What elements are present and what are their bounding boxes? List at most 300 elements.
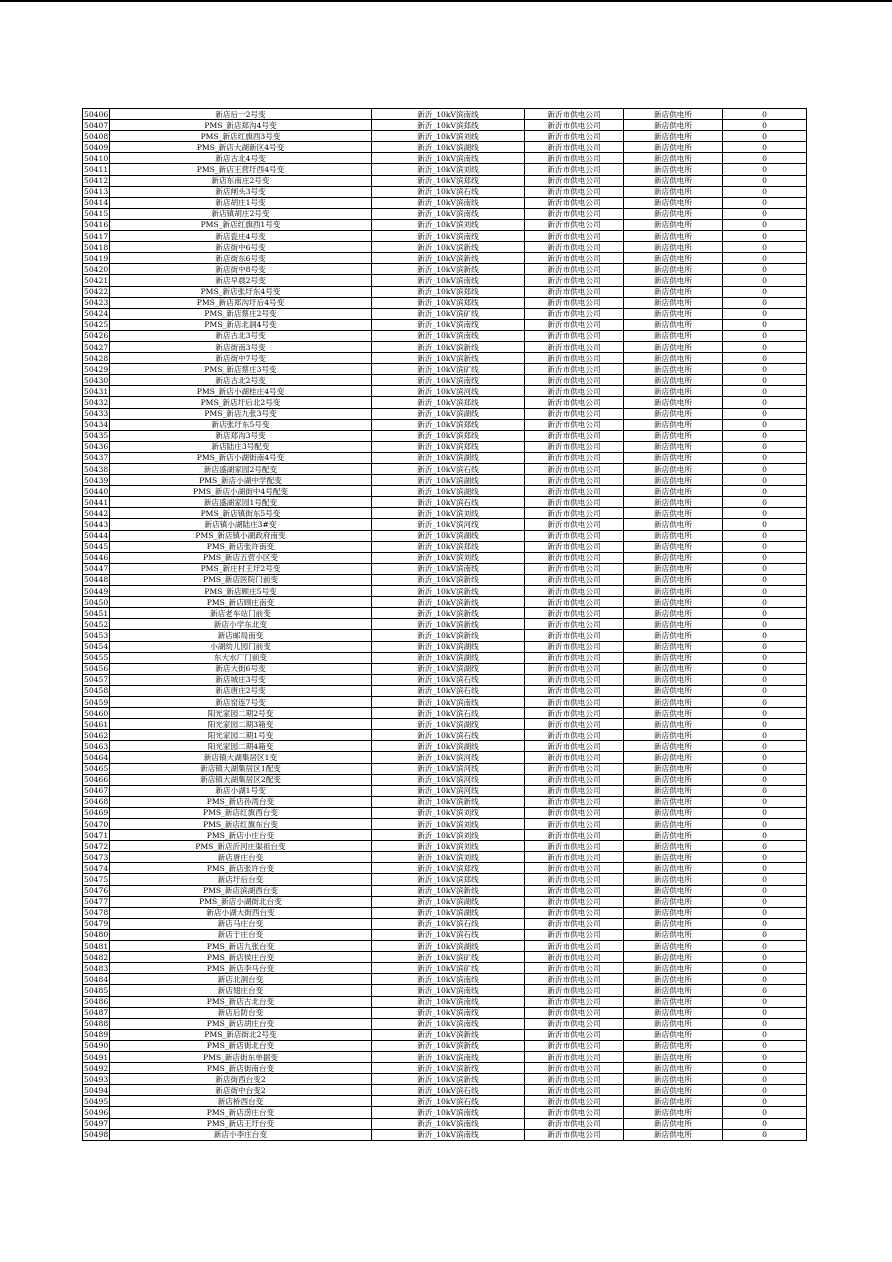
feeder-line-cell: 新沂_10kV滨矿线 — [372, 963, 525, 974]
feeder-line-cell: 新沂_10kV滨河线 — [372, 519, 525, 530]
value-cell: 0 — [723, 1118, 807, 1129]
row-id-cell: 50454 — [84, 642, 109, 652]
transformer-name-cell: 新店翅庄台变 — [110, 985, 372, 996]
transformer-name-cell: PMS_新店张许南变 — [110, 541, 372, 552]
station-cell: 新店供电所 — [624, 541, 723, 552]
station-cell: 新店供电所 — [624, 1040, 723, 1051]
company-cell: 新沂市供电公司 — [525, 541, 624, 552]
row-id-cell: 50407 — [84, 120, 109, 130]
value-cell: 0 — [723, 319, 807, 330]
row-id-cell: 50410 — [84, 153, 109, 163]
row-id-cell: 50411 — [84, 165, 109, 175]
transformer-name-cell: 新店邮局南变 — [110, 630, 372, 641]
company-cell: 新沂市供电公司 — [525, 1085, 624, 1096]
station-cell: 新店供电所 — [624, 663, 723, 674]
value-cell: 0 — [723, 452, 807, 463]
feeder-line-cell: 新沂_10kV滨河线 — [372, 386, 525, 397]
feeder-line-cell: 新沂_10kV滨河线 — [372, 752, 525, 763]
row-id-cell: 50468 — [84, 797, 109, 807]
company-cell: 新沂市供电公司 — [525, 996, 624, 1007]
station-cell: 新店供电所 — [624, 641, 723, 652]
transformer-name-cell: PMS_新店侯庄台变 — [110, 952, 372, 963]
station-cell: 新店供电所 — [624, 231, 723, 242]
table-row — [83, 541, 807, 552]
table-row — [83, 1029, 807, 1040]
transformer-name-cell: PMS_新店街南台变 — [110, 1063, 372, 1074]
transformer-name-cell: PMS_新店红旗西台变 — [110, 807, 372, 818]
transformer-name-cell: 新店窑连7号变 — [110, 696, 372, 707]
row-id-cell: 50432 — [84, 397, 109, 407]
value-cell: 0 — [723, 796, 807, 807]
transformer-name-cell: 新店张圩东5号变 — [110, 419, 372, 430]
value-cell: 0 — [723, 1051, 807, 1062]
table-row — [83, 1074, 807, 1085]
station-cell: 新店供电所 — [624, 741, 723, 752]
table-row — [83, 974, 807, 985]
feeder-line-cell: 新沂_10kV滨新线 — [372, 885, 525, 896]
transformer-name-cell: PMS_新店北洞4号变 — [110, 319, 372, 330]
transformer-name-cell: PMS_新店镇街东5号变 — [110, 508, 372, 519]
table-row — [83, 319, 807, 330]
company-cell: 新沂市供电公司 — [525, 219, 624, 230]
company-cell: 新沂市供电公司 — [525, 497, 624, 508]
company-cell: 新沂市供电公司 — [525, 175, 624, 186]
table-row — [83, 286, 807, 297]
transformer-name-cell: PMS_新店小湖街南4号变 — [110, 452, 372, 463]
feeder-line-cell: 新沂_10kV滨湖线 — [372, 641, 525, 652]
value-cell: 0 — [723, 586, 807, 597]
company-cell: 新沂市供电公司 — [525, 253, 624, 264]
transformer-name-cell: 新店后一2号变 — [110, 109, 372, 120]
company-cell: 新沂市供电公司 — [525, 796, 624, 807]
company-cell: 新沂市供电公司 — [525, 685, 624, 696]
row-id-cell: 50443 — [84, 520, 109, 530]
value-cell: 0 — [723, 608, 807, 619]
station-cell: 新店供电所 — [624, 996, 723, 1007]
station-cell: 新店供电所 — [624, 552, 723, 563]
row-id-cell: 50453 — [84, 630, 109, 640]
feeder-line-cell: 新沂_10kV滨南线 — [372, 1051, 525, 1062]
transformer-name-cell: 新店郑沟3号变 — [110, 430, 372, 441]
feeder-line-cell: 新沂_10kV滨郑线 — [372, 175, 525, 186]
station-cell: 新店供电所 — [624, 952, 723, 963]
company-cell: 新沂市供电公司 — [525, 1096, 624, 1107]
feeder-line-cell: 新沂_10kV滨刘线 — [372, 819, 525, 830]
feeder-line-cell: 新沂_10kV滨郑线 — [372, 286, 525, 297]
table-row — [83, 508, 807, 519]
transformer-name-cell: 新店镇小湖陆庄3#变 — [110, 519, 372, 530]
row-id-cell: 50423 — [84, 298, 109, 308]
station-cell: 新店供电所 — [624, 896, 723, 907]
table-row — [83, 497, 807, 508]
feeder-line-cell: 新沂_10kV滨石线 — [372, 674, 525, 685]
table-row — [83, 1096, 807, 1107]
company-cell: 新沂市供电公司 — [525, 641, 624, 652]
company-cell: 新沂市供电公司 — [525, 807, 624, 818]
table-row — [83, 397, 807, 408]
company-cell: 新沂市供电公司 — [525, 430, 624, 441]
station-cell: 新店供电所 — [624, 685, 723, 696]
station-cell: 新店供电所 — [624, 763, 723, 774]
value-cell: 0 — [723, 208, 807, 219]
feeder-line-cell: 新沂_10kV滨新线 — [372, 353, 525, 364]
page-top-rule — [0, 0, 892, 2]
station-cell: 新店供电所 — [624, 1129, 723, 1140]
station-cell: 新店供电所 — [624, 275, 723, 286]
row-id-cell: 50424 — [84, 309, 109, 319]
table-row — [83, 1007, 807, 1018]
value-cell: 0 — [723, 1074, 807, 1085]
value-cell: 0 — [723, 475, 807, 486]
transformer-name-cell: 阳光家园二期3箱变 — [110, 719, 372, 730]
value-cell: 0 — [723, 985, 807, 996]
company-cell: 新沂市供电公司 — [525, 819, 624, 830]
table-row — [83, 186, 807, 197]
row-id-cell: 50413 — [84, 187, 109, 197]
row-id-cell: 50408 — [84, 131, 109, 141]
company-cell: 新沂市供电公司 — [525, 952, 624, 963]
company-cell: 新沂市供电公司 — [525, 574, 624, 585]
value-cell: 0 — [723, 131, 807, 142]
feeder-line-cell: 新沂_10kV滨河线 — [372, 774, 525, 785]
table-row — [83, 475, 807, 486]
station-cell: 新店供电所 — [624, 1096, 723, 1107]
company-cell: 新沂市供电公司 — [525, 508, 624, 519]
feeder-line-cell: 新沂_10kV滨石线 — [372, 186, 525, 197]
table-row — [83, 120, 807, 131]
station-cell: 新店供电所 — [624, 852, 723, 863]
table-row — [83, 796, 807, 807]
value-cell: 0 — [723, 175, 807, 186]
transformer-name-cell: PMS_新店街东单据变 — [110, 1051, 372, 1062]
data-table — [82, 108, 807, 1141]
company-cell: 新沂市供电公司 — [525, 375, 624, 386]
transformer-name-cell: 新店古北2号变 — [110, 375, 372, 386]
company-cell: 新沂市供电公司 — [525, 319, 624, 330]
station-cell: 新店供电所 — [624, 730, 723, 741]
station-cell: 新店供电所 — [624, 696, 723, 707]
value-cell: 0 — [723, 1129, 807, 1140]
company-cell: 新沂市供电公司 — [525, 985, 624, 996]
station-cell: 新店供电所 — [624, 219, 723, 230]
value-cell: 0 — [723, 330, 807, 341]
station-cell: 新店供电所 — [624, 164, 723, 175]
company-cell: 新沂市供电公司 — [525, 863, 624, 874]
table-row — [83, 441, 807, 452]
table-row — [83, 929, 807, 940]
station-cell: 新店供电所 — [624, 341, 723, 352]
table-row — [83, 819, 807, 830]
station-cell: 新店供电所 — [624, 1063, 723, 1074]
transformer-name-cell: PMS_新店镇小湖政府南变 — [110, 530, 372, 541]
company-cell: 新沂市供电公司 — [525, 208, 624, 219]
station-cell: 新店供电所 — [624, 807, 723, 818]
row-id-cell: 50457 — [84, 675, 109, 685]
station-cell: 新店供电所 — [624, 253, 723, 264]
value-cell: 0 — [723, 441, 807, 452]
table-row — [83, 486, 807, 497]
transformer-name-cell: PMS_新店街北台变 — [110, 1040, 372, 1051]
row-id-cell: 50422 — [84, 287, 109, 297]
row-id-cell: 50430 — [84, 375, 109, 385]
station-cell: 新店供电所 — [624, 153, 723, 164]
transformer-name-cell: PMS_新店郑沟圩后4号变 — [110, 297, 372, 308]
transformer-name-cell: 新店大街6号变 — [110, 663, 372, 674]
table-row — [83, 109, 807, 120]
row-id-cell: 50428 — [84, 353, 109, 363]
value-cell: 0 — [723, 907, 807, 918]
row-id-cell: 50429 — [84, 364, 109, 374]
row-id-cell: 50433 — [84, 409, 109, 419]
station-cell: 新店供电所 — [624, 375, 723, 386]
table-row — [83, 231, 807, 242]
value-cell: 0 — [723, 841, 807, 852]
transformer-name-cell: 新店唐庄2号变 — [110, 685, 372, 696]
value-cell: 0 — [723, 652, 807, 663]
value-cell: 0 — [723, 142, 807, 153]
company-cell: 新沂市供电公司 — [525, 1029, 624, 1040]
company-cell: 新沂市供电公司 — [525, 1063, 624, 1074]
station-cell: 新店供电所 — [624, 796, 723, 807]
row-id-cell: 50436 — [84, 442, 109, 452]
transformer-name-cell: PMS_新店九张台变 — [110, 941, 372, 952]
value-cell: 0 — [723, 408, 807, 419]
station-cell: 新店供电所 — [624, 264, 723, 275]
row-id-cell: 50480 — [84, 930, 109, 940]
transformer-name-cell: PMS_新店古北台变 — [110, 996, 372, 1007]
table-row — [83, 963, 807, 974]
row-id-cell: 50446 — [84, 553, 109, 563]
company-cell: 新沂市供电公司 — [525, 752, 624, 763]
table-row — [83, 219, 807, 230]
station-cell: 新店供电所 — [624, 197, 723, 208]
company-cell: 新沂市供电公司 — [525, 597, 624, 608]
company-cell: 新沂市供电公司 — [525, 519, 624, 530]
value-cell: 0 — [723, 109, 807, 120]
station-cell: 新店供电所 — [624, 885, 723, 896]
table-row — [83, 708, 807, 719]
row-id-cell: 50466 — [84, 775, 109, 785]
company-cell: 新沂市供电公司 — [525, 674, 624, 685]
value-cell: 0 — [723, 1040, 807, 1051]
feeder-line-cell: 新沂_10kV滨河线 — [372, 763, 525, 774]
company-cell: 新沂市供电公司 — [525, 408, 624, 419]
table-row — [83, 763, 807, 774]
station-cell: 新店供电所 — [624, 630, 723, 641]
row-id-cell: 50476 — [84, 886, 109, 896]
transformer-name-cell: 新店北洞台变 — [110, 974, 372, 985]
company-cell: 新沂市供电公司 — [525, 1018, 624, 1029]
table-row — [83, 153, 807, 164]
company-cell: 新沂市供电公司 — [525, 730, 624, 741]
feeder-line-cell: 新沂_10kV滨湖线 — [372, 475, 525, 486]
row-id-cell: 50475 — [84, 875, 109, 885]
row-id-cell: 50463 — [84, 741, 109, 751]
row-id-cell: 50481 — [84, 941, 109, 951]
feeder-line-cell: 新沂_10kV滨刘线 — [372, 807, 525, 818]
station-cell: 新店供电所 — [624, 774, 723, 785]
station-cell: 新店供电所 — [624, 708, 723, 719]
company-cell: 新沂市供电公司 — [525, 941, 624, 952]
value-cell: 0 — [723, 774, 807, 785]
table-row — [83, 641, 807, 652]
company-cell: 新沂市供电公司 — [525, 741, 624, 752]
feeder-line-cell: 新沂_10kV滨新线 — [372, 608, 525, 619]
value-cell: 0 — [723, 552, 807, 563]
table-row — [83, 419, 807, 430]
feeder-line-cell: 新沂_10kV滨刘线 — [372, 219, 525, 230]
company-cell: 新沂市供电公司 — [525, 397, 624, 408]
table-row — [83, 563, 807, 574]
table-row — [83, 353, 807, 364]
company-cell: 新沂市供电公司 — [525, 963, 624, 974]
table-row — [83, 696, 807, 707]
table-row — [83, 841, 807, 852]
station-cell: 新店供电所 — [624, 830, 723, 841]
company-cell: 新沂市供电公司 — [525, 1118, 624, 1129]
table-row — [83, 1085, 807, 1096]
station-cell: 新店供电所 — [624, 1118, 723, 1129]
transformer-name-cell: PMS_新店医院门前变 — [110, 574, 372, 585]
table-row — [83, 464, 807, 475]
row-id-cell: 50473 — [84, 852, 109, 862]
station-cell: 新店供电所 — [624, 242, 723, 253]
station-cell: 新店供电所 — [624, 452, 723, 463]
company-cell: 新沂市供电公司 — [525, 563, 624, 574]
feeder-line-cell: 新沂_10kV滨矿线 — [372, 308, 525, 319]
transformer-name-cell: 新店城庄3号变 — [110, 674, 372, 685]
row-id-cell: 50458 — [84, 686, 109, 696]
company-cell: 新沂市供电公司 — [525, 1107, 624, 1118]
row-id-cell: 50467 — [84, 786, 109, 796]
feeder-line-cell: 新沂_10kV滨石线 — [372, 929, 525, 940]
row-id-cell: 50414 — [84, 198, 109, 208]
row-id-cell: 50471 — [84, 830, 109, 840]
feeder-line-cell: 新沂_10kV滨石线 — [372, 708, 525, 719]
row-id-cell: 50459 — [84, 697, 109, 707]
feeder-line-cell: 新沂_10kV滨南线 — [372, 1118, 525, 1129]
company-cell: 新沂市供电公司 — [525, 197, 624, 208]
value-cell: 0 — [723, 253, 807, 264]
company-cell: 新沂市供电公司 — [525, 763, 624, 774]
value-cell: 0 — [723, 874, 807, 885]
value-cell: 0 — [723, 785, 807, 796]
transformer-name-cell: 新店小湖大街西台变 — [110, 907, 372, 918]
transformer-name-cell: 新店圩后台变 — [110, 874, 372, 885]
feeder-line-cell: 新沂_10kV滨石线 — [372, 1096, 525, 1107]
row-id-cell: 50437 — [84, 453, 109, 463]
table-row — [83, 918, 807, 929]
station-cell: 新店供电所 — [624, 974, 723, 985]
value-cell: 0 — [723, 741, 807, 752]
transformer-name-cell: 新店马庄台变 — [110, 918, 372, 929]
value-cell: 0 — [723, 952, 807, 963]
transformer-name-cell: PMS_新店九张3号变 — [110, 408, 372, 419]
feeder-line-cell: 新沂_10kV滨刘线 — [372, 830, 525, 841]
company-cell: 新沂市供电公司 — [525, 630, 624, 641]
feeder-line-cell: 新沂_10kV滨新线 — [372, 630, 525, 641]
feeder-line-cell: 新沂_10kV滨南线 — [372, 231, 525, 242]
table-row — [83, 619, 807, 630]
row-id-cell: 50474 — [84, 863, 109, 873]
station-cell: 新店供电所 — [624, 752, 723, 763]
feeder-line-cell: 新沂_10kV滨南线 — [372, 319, 525, 330]
company-cell: 新沂市供电公司 — [525, 364, 624, 375]
row-id-cell: 50487 — [84, 1008, 109, 1018]
transformer-name-cell: 新店唐庄台变 — [110, 852, 372, 863]
company-cell: 新沂市供电公司 — [525, 109, 624, 120]
value-cell: 0 — [723, 1018, 807, 1029]
row-id-cell: 50491 — [84, 1052, 109, 1062]
table-row — [83, 597, 807, 608]
row-id-cell: 50490 — [84, 1041, 109, 1051]
feeder-line-cell: 新沂_10kV滨郑线 — [372, 863, 525, 874]
row-id-cell: 50421 — [84, 275, 109, 285]
company-cell: 新沂市供电公司 — [525, 830, 624, 841]
feeder-line-cell: 新沂_10kV滨新线 — [372, 341, 525, 352]
row-id-cell: 50486 — [84, 997, 109, 1007]
company-cell: 新沂市供电公司 — [525, 386, 624, 397]
row-id-cell: 50479 — [84, 919, 109, 929]
feeder-line-cell: 新沂_10kV滨南线 — [372, 375, 525, 386]
table-row — [83, 719, 807, 730]
row-id-cell: 50426 — [84, 331, 109, 341]
company-cell: 新沂市供电公司 — [525, 885, 624, 896]
value-cell: 0 — [723, 918, 807, 929]
value-cell: 0 — [723, 341, 807, 352]
value-cell: 0 — [723, 885, 807, 896]
company-cell: 新沂市供电公司 — [525, 1007, 624, 1018]
value-cell: 0 — [723, 364, 807, 375]
table-row — [83, 985, 807, 996]
transformer-name-cell: 东大水厂门前变 — [110, 652, 372, 663]
table-row — [83, 208, 807, 219]
value-cell: 0 — [723, 1085, 807, 1096]
row-id-cell: 50462 — [84, 730, 109, 740]
table-row — [83, 852, 807, 863]
station-cell: 新店供电所 — [624, 907, 723, 918]
transformer-name-cell: PMS_新店郑沟4号变 — [110, 120, 372, 131]
company-cell: 新沂市供电公司 — [525, 896, 624, 907]
table-row — [83, 430, 807, 441]
company-cell: 新沂市供电公司 — [525, 131, 624, 142]
company-cell: 新沂市供电公司 — [525, 419, 624, 430]
value-cell: 0 — [723, 231, 807, 242]
company-cell: 新沂市供电公司 — [525, 486, 624, 497]
transformer-name-cell: PMS_新店小庄台变 — [110, 830, 372, 841]
value-cell: 0 — [723, 708, 807, 719]
row-id-cell: 50495 — [84, 1096, 109, 1106]
transformer-name-cell: 新店街南3号变 — [110, 341, 372, 352]
table-row — [83, 197, 807, 208]
company-cell: 新沂市供电公司 — [525, 663, 624, 674]
table-row — [83, 752, 807, 763]
row-id-cell: 50412 — [84, 176, 109, 186]
station-cell: 新店供电所 — [624, 929, 723, 940]
station-cell: 新店供电所 — [624, 918, 723, 929]
feeder-line-cell: 新沂_10kV滨刘线 — [372, 508, 525, 519]
company-cell: 新沂市供电公司 — [525, 275, 624, 286]
value-cell: 0 — [723, 685, 807, 696]
table-row — [83, 652, 807, 663]
table-row — [83, 885, 807, 896]
feeder-line-cell: 新沂_10kV滨新线 — [372, 597, 525, 608]
company-cell: 新沂市供电公司 — [525, 974, 624, 985]
station-cell: 新店供电所 — [624, 1074, 723, 1085]
station-cell: 新店供电所 — [624, 963, 723, 974]
feeder-line-cell: 新沂_10kV滨刘线 — [372, 164, 525, 175]
feeder-line-cell: 新沂_10kV滨南线 — [372, 996, 525, 1007]
